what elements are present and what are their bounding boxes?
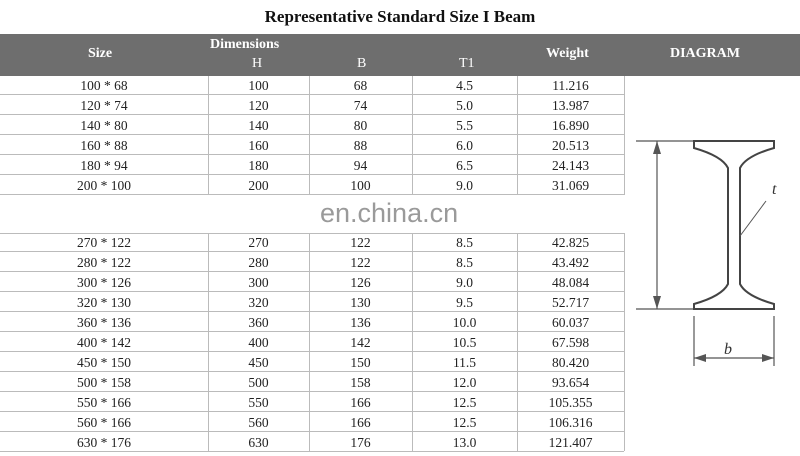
cell-t1: 9.5 xyxy=(456,295,473,310)
table-row xyxy=(0,233,624,252)
column-divider xyxy=(208,76,209,195)
column-divider xyxy=(309,233,310,451)
table-row xyxy=(0,393,624,412)
cell-weight: 48.084 xyxy=(551,275,590,290)
cell-weight: 121.407 xyxy=(548,435,593,450)
cell-weight: 11.216 xyxy=(552,78,589,93)
cell-size: 140 * 80 xyxy=(80,118,128,133)
cell-size: 120 * 74 xyxy=(80,98,128,113)
cell-t1: 10.5 xyxy=(452,335,477,350)
cell-size: 630 * 176 xyxy=(77,435,131,450)
table-row xyxy=(0,176,624,195)
cell-size: 300 * 126 xyxy=(77,275,131,290)
header-size: Size xyxy=(88,46,113,61)
cell-weight: 31.069 xyxy=(551,178,590,193)
cell-t1: 12.5 xyxy=(452,395,477,410)
cell-weight: 20.513 xyxy=(551,138,590,153)
column-divider xyxy=(517,76,518,195)
cell-b: 136 xyxy=(350,315,371,330)
cell-weight: 106.316 xyxy=(548,415,593,430)
header-weight: Weight xyxy=(546,46,589,61)
page-title: Representative Standard Size I Beam xyxy=(264,7,536,26)
cell-size: 180 * 94 xyxy=(80,158,128,173)
cell-h: 560 xyxy=(248,415,269,430)
table-row xyxy=(0,413,624,432)
column-divider xyxy=(624,233,625,451)
cell-h: 160 xyxy=(248,138,269,153)
cell-t1: 8.5 xyxy=(456,255,473,270)
label-t: t xyxy=(772,181,777,198)
i-beam-drawing xyxy=(624,76,800,451)
cell-h: 280 xyxy=(248,255,269,270)
cell-size: 500 * 158 xyxy=(77,375,131,390)
cell-b: 68 xyxy=(353,78,368,93)
column-divider xyxy=(309,76,310,195)
cell-h: 360 xyxy=(248,315,269,330)
table-row xyxy=(0,156,624,175)
table-row xyxy=(0,96,624,115)
cell-b: 158 xyxy=(350,375,371,390)
label-b: b xyxy=(724,341,732,358)
cell-b: 122 xyxy=(350,255,371,270)
cell-h: 300 xyxy=(248,275,269,290)
cell-h: 270 xyxy=(248,235,269,250)
column-divider xyxy=(624,76,625,195)
table-gap xyxy=(0,195,624,233)
cell-t1: 4.5 xyxy=(456,78,473,93)
cell-size: 450 * 150 xyxy=(77,355,131,370)
cell-size: 560 * 166 xyxy=(77,415,131,430)
table-row xyxy=(0,293,624,312)
cell-t1: 6.0 xyxy=(456,138,473,153)
cell-h: 500 xyxy=(248,375,269,390)
cell-b: 166 xyxy=(350,395,371,410)
cell-b: 130 xyxy=(350,295,371,310)
cell-weight: 52.717 xyxy=(551,295,590,310)
cell-h: 630 xyxy=(248,435,269,450)
watermark: en.china.cn xyxy=(320,198,459,228)
gap-border xyxy=(0,233,624,234)
cell-b: 94 xyxy=(353,158,368,173)
cell-weight: 105.355 xyxy=(548,395,593,410)
cell-b: 74 xyxy=(353,98,368,113)
cell-t1: 6.5 xyxy=(456,158,473,173)
column-divider xyxy=(208,233,209,451)
table-row xyxy=(0,373,624,392)
table-row xyxy=(0,76,624,95)
cell-t1: 9.0 xyxy=(456,178,473,193)
cell-weight: 42.825 xyxy=(551,235,590,250)
cell-h: 550 xyxy=(248,395,269,410)
table-row xyxy=(0,136,624,155)
cell-t1: 8.5 xyxy=(456,235,473,250)
table-row xyxy=(0,116,624,135)
cell-size: 100 * 68 xyxy=(80,78,128,93)
cell-weight: 80.420 xyxy=(551,355,590,370)
cell-h: 200 xyxy=(248,178,269,193)
cell-weight: 60.037 xyxy=(551,315,590,330)
cell-b: 176 xyxy=(350,435,371,450)
cell-b: 88 xyxy=(353,138,368,153)
i-beam-diagram xyxy=(624,76,800,451)
cell-weight: 16.890 xyxy=(551,118,590,133)
cell-b: 150 xyxy=(350,355,371,370)
cell-b: 80 xyxy=(353,118,368,133)
cell-t1: 10.0 xyxy=(452,315,477,330)
cell-weight: 67.598 xyxy=(551,335,590,350)
cell-h: 100 xyxy=(248,78,269,93)
table-row xyxy=(0,253,624,272)
cell-h: 450 xyxy=(248,355,269,370)
table-row xyxy=(0,353,624,372)
cell-weight: 24.143 xyxy=(551,158,590,173)
cell-size: 360 * 136 xyxy=(77,315,131,330)
cell-weight: 13.987 xyxy=(551,98,590,113)
cell-h: 120 xyxy=(248,98,269,113)
table-row xyxy=(0,433,624,452)
column-divider xyxy=(412,233,413,451)
table-row xyxy=(0,313,624,332)
header-t1: T1 xyxy=(459,56,475,71)
table-header xyxy=(0,34,800,76)
cell-b: 122 xyxy=(350,235,371,250)
cell-b: 166 xyxy=(350,415,371,430)
cell-h: 320 xyxy=(248,295,269,310)
cell-size: 280 * 122 xyxy=(77,255,131,270)
cell-b: 126 xyxy=(350,275,371,290)
column-divider xyxy=(412,76,413,195)
cell-b: 142 xyxy=(350,335,371,350)
cell-size: 400 * 142 xyxy=(77,335,131,350)
table-row xyxy=(0,273,624,292)
cell-size: 200 * 100 xyxy=(77,178,131,193)
header-b: B xyxy=(357,56,367,71)
cell-size: 270 * 122 xyxy=(77,235,131,250)
header-h: H xyxy=(252,56,263,71)
cell-t1: 13.0 xyxy=(452,435,477,450)
table-row xyxy=(0,333,624,352)
cell-t1: 5.5 xyxy=(456,118,473,133)
cell-t1: 9.0 xyxy=(456,275,473,290)
cell-h: 400 xyxy=(248,335,269,350)
header-diagram: DIAGRAM xyxy=(670,46,740,61)
cell-h: 180 xyxy=(248,158,269,173)
cell-weight: 43.492 xyxy=(551,255,590,270)
cell-size: 550 * 166 xyxy=(77,395,131,410)
header-dimensions: Dimensions xyxy=(210,37,280,52)
column-divider xyxy=(517,233,518,451)
cell-t1: 12.5 xyxy=(452,415,477,430)
cell-size: 320 * 130 xyxy=(77,295,131,310)
cell-t1: 11.5 xyxy=(452,355,477,370)
cell-weight: 93.654 xyxy=(551,375,590,390)
cell-size: 160 * 88 xyxy=(80,138,128,153)
cell-t1: 12.0 xyxy=(452,375,477,390)
cell-h: 140 xyxy=(248,118,269,133)
cell-t1: 5.0 xyxy=(456,98,473,113)
cell-b: 100 xyxy=(350,178,371,193)
